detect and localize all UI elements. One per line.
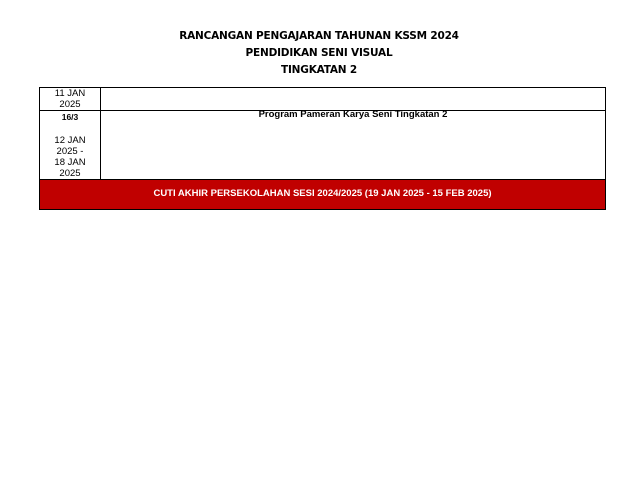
date-text: 2025 [59,99,81,110]
subject-title: PENDIDIKAN SENI VISUAL [245,47,393,59]
program-text: Program Pameran Karya Seni Tingkatan 2 [258,109,448,120]
document-header [0,28,638,79]
table-row [40,88,606,111]
document-title: RANCANGAN PENGAJARAN TAHUNAN KSSM 2024 [179,30,459,42]
week-date-cell [40,111,101,180]
holiday-text: CUTI AKHIR PERSEKOLAHAN SESI 2024/2025 (19 JAN 2025 - 15 FEB 2025) [153,188,492,199]
content-cell [101,88,606,111]
form-level-title: TINGKATAN 2 [281,64,357,76]
table-row [40,111,606,180]
date-text: 2025 [59,168,81,179]
date-text: 2025 - [56,146,84,157]
week-number: 16/3 [61,112,79,122]
week-date-cell [40,88,101,111]
holiday-cell [40,180,606,210]
content-cell [101,111,606,180]
holiday-row [40,180,606,210]
schedule-table [39,87,606,210]
date-text: 12 JAN [54,135,86,146]
date-text: 11 JAN [54,88,86,99]
date-text: 18 JAN [54,157,86,168]
